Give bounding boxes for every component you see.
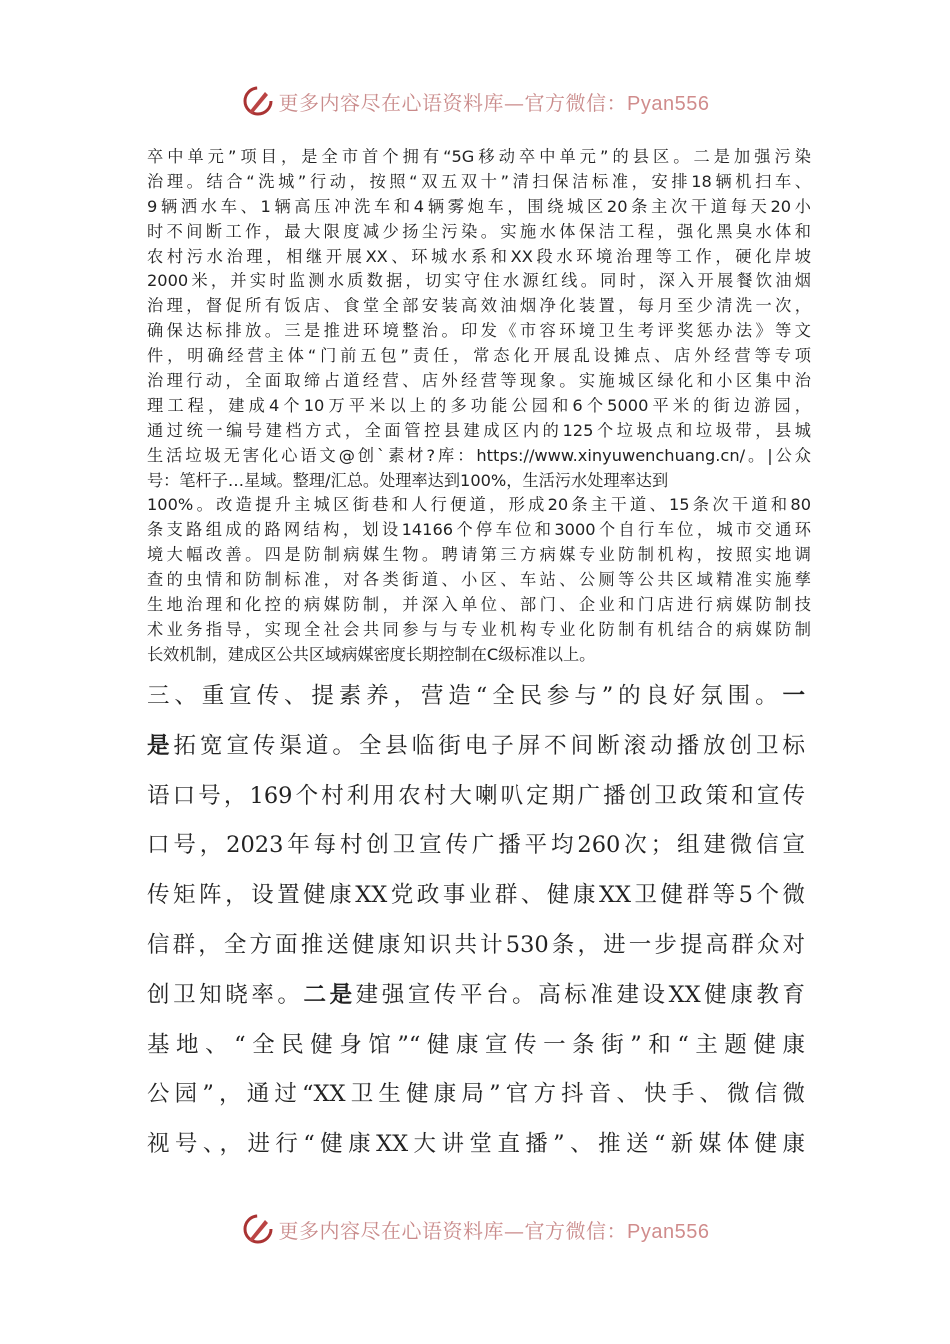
text-line: 时不间断工作，最大限度减少扬尘污染。实施水体保洁工程，强化黑臭水体和 <box>147 221 811 241</box>
text-line: 境大幅改善。四是防制病媒生物。聘请第三方病媒专业防制机构，按照实地调 <box>147 545 811 565</box>
text-line: 查的虫情和防制标准，对各类街道、小区、车站、公厕等公共区域精准实施孳 <box>147 570 811 590</box>
bold-text: 二是 <box>303 981 356 1008</box>
bold-text: 是 <box>147 732 174 759</box>
text-line: 条支路组成的路网结构，划设14166个停车位和3000个自行车位，城市交通环 <box>147 520 811 540</box>
text-line: 治理，督促所有饭店、食堂全部安装高效油烟净化装置，每月至少清洗一次， <box>147 296 811 316</box>
pen-logo-icon <box>241 84 275 118</box>
text-line: 农村污水治理，相继开展XX、环城水系和XX段水环境治理等工作，硬化岸坡 <box>147 246 811 266</box>
text: 建强宣传平台。高标准建设XX健康教育 <box>355 981 805 1008</box>
text-line: 口号，2023年每村创卫宣传广播平均260次；组建微信宣 <box>147 832 805 859</box>
section-heading: 三、重宣传、提素养，营造“全民参与”的良好氛围。 <box>147 683 783 709</box>
text-line: 件，明确经营主体“门前五包”责任，常态化开展乱设摊点、店外经营等专项 <box>147 346 811 366</box>
text-line <box>147 722 805 772</box>
text-line: 视号、，进行“健康XX大讲堂直播”、推送“新媒体健康 <box>147 1131 805 1158</box>
text-line <box>147 672 805 722</box>
text-line: 治理。结合“洗城”行动，按照“双五双十”清扫保洁标准，安排18辆机扫车、 <box>147 171 811 191</box>
body-paragraph-1 <box>147 145 811 668</box>
text-line: 公园”，通过“XX卫生健康局”官方抖音、快手、微信微 <box>147 1081 805 1108</box>
body-paragraph-2 <box>147 672 805 1170</box>
text-line: 治理行动，全面取缔占道经营、店外经营等现象。实施城区绿化和小区集中治 <box>147 371 811 391</box>
pen-logo-icon <box>241 1212 275 1246</box>
header-watermark <box>0 84 950 124</box>
text: 拓宽宣传渠道。全县临街电子屏不间断滚动播放创卫标 <box>173 732 805 759</box>
watermark-text: 更多内容尽在心语资料库—官方微信： <box>278 90 628 115</box>
text-line: 号：笔杆子…星域。整理/汇总。处理率达到100%，生活污水处理率达到 <box>147 470 669 490</box>
text-line: 2000米，并实时监测水质数据，切实守住水源红线。同时，深入开展餐饮油烟 <box>147 271 811 291</box>
text-line: 通过统一编号建档方式，全面管控县建成区内的125个垃圾点和垃圾带，县城 <box>147 420 811 440</box>
text-line: 100%。改造提升主城区街巷和人行便道，形成20条主干道、15条次干道和80 <box>147 495 811 515</box>
bold-text: 一 <box>782 683 805 709</box>
text-line: 长效机制，建成区公共区域病媒密度长期控制在C级标准以上。 <box>147 644 596 664</box>
text-line: 基地、“全民健身馆”“健康宣传一条街”和“主题健康 <box>147 1031 805 1058</box>
text-line: 语口号，169个村利用农村大喇叭定期广播创卫政策和宣传 <box>147 782 805 809</box>
text-line: 理工程，建成4个10万平米以上的多功能公园和6个5000平米的街边游园， <box>147 395 811 415</box>
footer-watermark <box>0 1212 950 1252</box>
text-line: 生活垃圾无害化心语文@创`素材?库：https://www.xinyuwenchuang.cn/。|公众 <box>147 445 811 465</box>
watermark-text: 更多内容尽在心语资料库—官方微信： <box>278 1218 628 1243</box>
text-line: 卒中单元”项目，是全市首个拥有“5G移动卒中单元”的县区。二是加强污染 <box>147 147 811 166</box>
text-line: 术业务指导，实现全社会共同参与与专业机构专业化防制有机结合的病媒防制 <box>147 619 811 639</box>
text-line <box>147 971 805 1021</box>
watermark-id: Pyan556 <box>627 1220 710 1243</box>
text-line: 信群，全方面推送健康知识共计530条，进一步提高群众对 <box>147 931 805 958</box>
text-line: 确保达标排放。三是推进环境整治。印发《市容环境卫生考评奖惩办法》等文 <box>147 321 811 341</box>
text-line: 生地治理和化控的病媒防制，并深入单位、部门、企业和门店进行病媒防制技 <box>147 595 811 615</box>
text-line: 传矩阵，设置健康XX党政事业群、健康XX卫健群等5个微 <box>147 882 805 909</box>
text-line: 9辆洒水车、1辆高压冲洗车和4辆雾炮车，围绕城区20条主次干道每天20小 <box>147 196 811 216</box>
text: 创卫知晓率。 <box>147 981 304 1008</box>
watermark-id: Pyan556 <box>627 92 710 115</box>
